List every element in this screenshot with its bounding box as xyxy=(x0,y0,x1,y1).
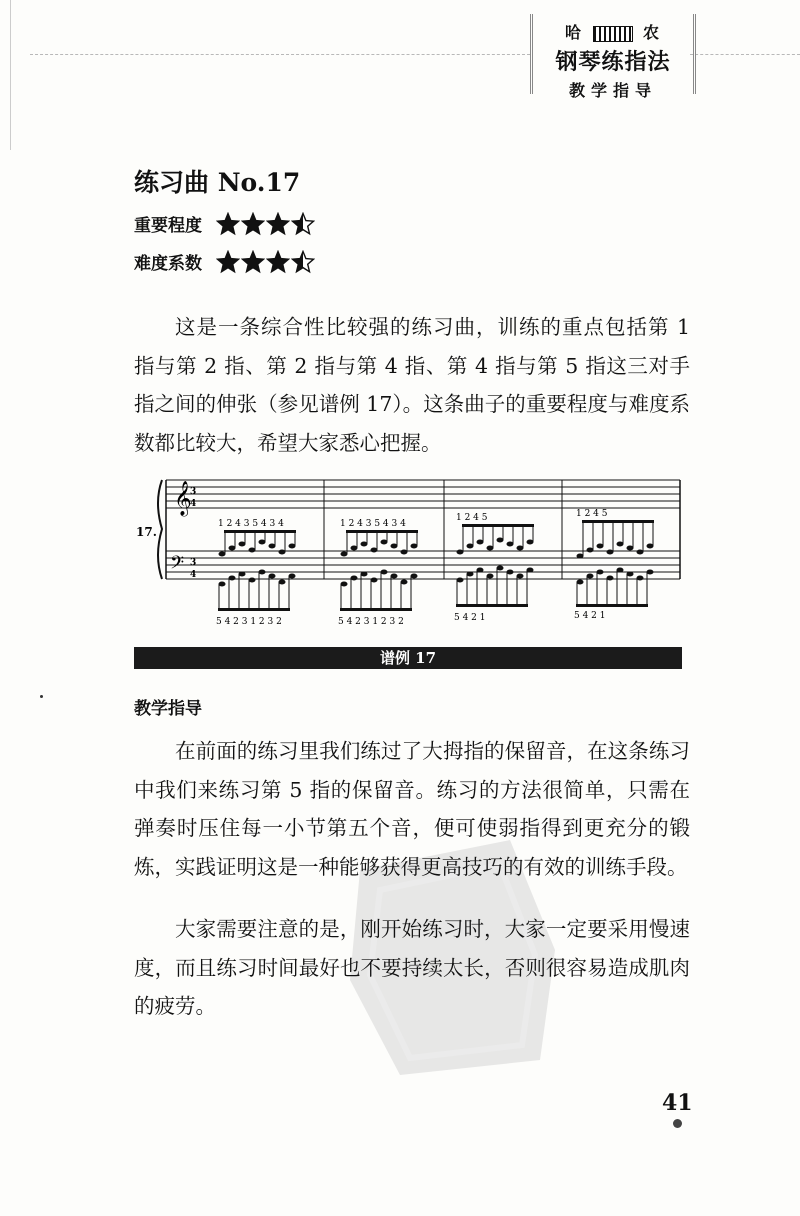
svg-text:3: 3 xyxy=(190,558,197,568)
music-score xyxy=(134,472,684,642)
star-rating xyxy=(216,212,316,236)
series-header xyxy=(530,14,696,100)
lh-fingering: 5 4 2 1 xyxy=(454,613,486,623)
treble-clef-icon: 𝄞 xyxy=(174,481,192,516)
page-edge-line xyxy=(10,0,11,150)
bass-clef-icon: 𝄢 xyxy=(170,553,185,578)
example-number: 17. xyxy=(136,525,157,539)
rating-label: 重要程度 xyxy=(134,216,202,236)
rh-fingering: 1 2 4 3 5 4 3 4 xyxy=(340,519,406,529)
rating-label: 难度系数 xyxy=(134,254,202,274)
intro-paragraph: 这是一条综合性比较强的练习曲，训练的重点包括第 1 指与第 2 指、第 2 指与第 4 指、第 4 指与第 5 指这三对手指之间的伸张（参见谱例 17）。这条曲子的重要程度与难度系数都比较大，希望大家悉心把握。 xyxy=(134,315,690,455)
star-full-icon xyxy=(216,212,240,236)
star-rating xyxy=(216,250,316,274)
rh-fingering: 1 2 4 3 5 4 3 4 xyxy=(218,519,284,529)
series-char-left: 哈 xyxy=(564,23,583,42)
header-divider-right xyxy=(690,54,800,55)
svg-text:4: 4 xyxy=(190,499,197,509)
measure xyxy=(216,519,296,627)
star-full-icon xyxy=(241,212,265,236)
rating-difficulty xyxy=(134,249,316,274)
star-full-icon xyxy=(241,250,265,274)
scan-speck xyxy=(40,695,43,698)
star-half-icon xyxy=(291,212,315,236)
series-subtitle: 教学指导 xyxy=(568,81,657,100)
measure xyxy=(338,519,418,627)
guidance-paragraph: 在前面的练习里我们练过了大拇指的保留音，在这条练习中我们来练习第 5 指的保留音。练习的方法很简单，只需在弹奏时压住每一小节第五个音，便可使弱指得到更充分的锻炼，实践证明这是一种能够获得更高技巧的有效的训练手段。 xyxy=(134,739,690,879)
page-number: 41 xyxy=(662,1090,693,1116)
score-caption: 谱例 17 xyxy=(134,647,682,669)
lh-fingering: 5 4 2 3 1 2 3 2 xyxy=(338,617,404,627)
star-full-icon xyxy=(266,212,290,236)
star-full-icon xyxy=(266,250,290,274)
piano-keys-icon xyxy=(593,26,633,42)
svg-text:3: 3 xyxy=(190,487,197,497)
lh-fingering: 5 4 2 3 1 2 3 2 xyxy=(216,617,282,627)
star-full-icon xyxy=(216,250,240,274)
rh-fingering: 1 2 4 5 xyxy=(456,513,488,523)
rating-importance xyxy=(134,211,316,236)
rh-fingering: 1 2 4 5 xyxy=(576,509,608,519)
section-heading: 教学指导 xyxy=(134,699,202,719)
guidance-paragraph: 大家需要注意的是，刚开始练习时，大家一定要采用慢速度，而且练习时间最好也不要持续太长，否则很容易造成肌肉的疲劳。 xyxy=(134,917,690,1018)
star-half-icon xyxy=(291,250,315,274)
page-title: 练习曲 No.17 xyxy=(134,168,301,197)
svg-text:4: 4 xyxy=(190,570,197,580)
lh-fingering: 5 4 2 1 xyxy=(574,611,606,621)
header-divider xyxy=(30,54,530,55)
page-dot-icon xyxy=(673,1119,682,1128)
series-title: 钢琴练指法 xyxy=(555,49,671,75)
measure xyxy=(454,513,534,623)
series-char-right: 农 xyxy=(643,23,662,42)
